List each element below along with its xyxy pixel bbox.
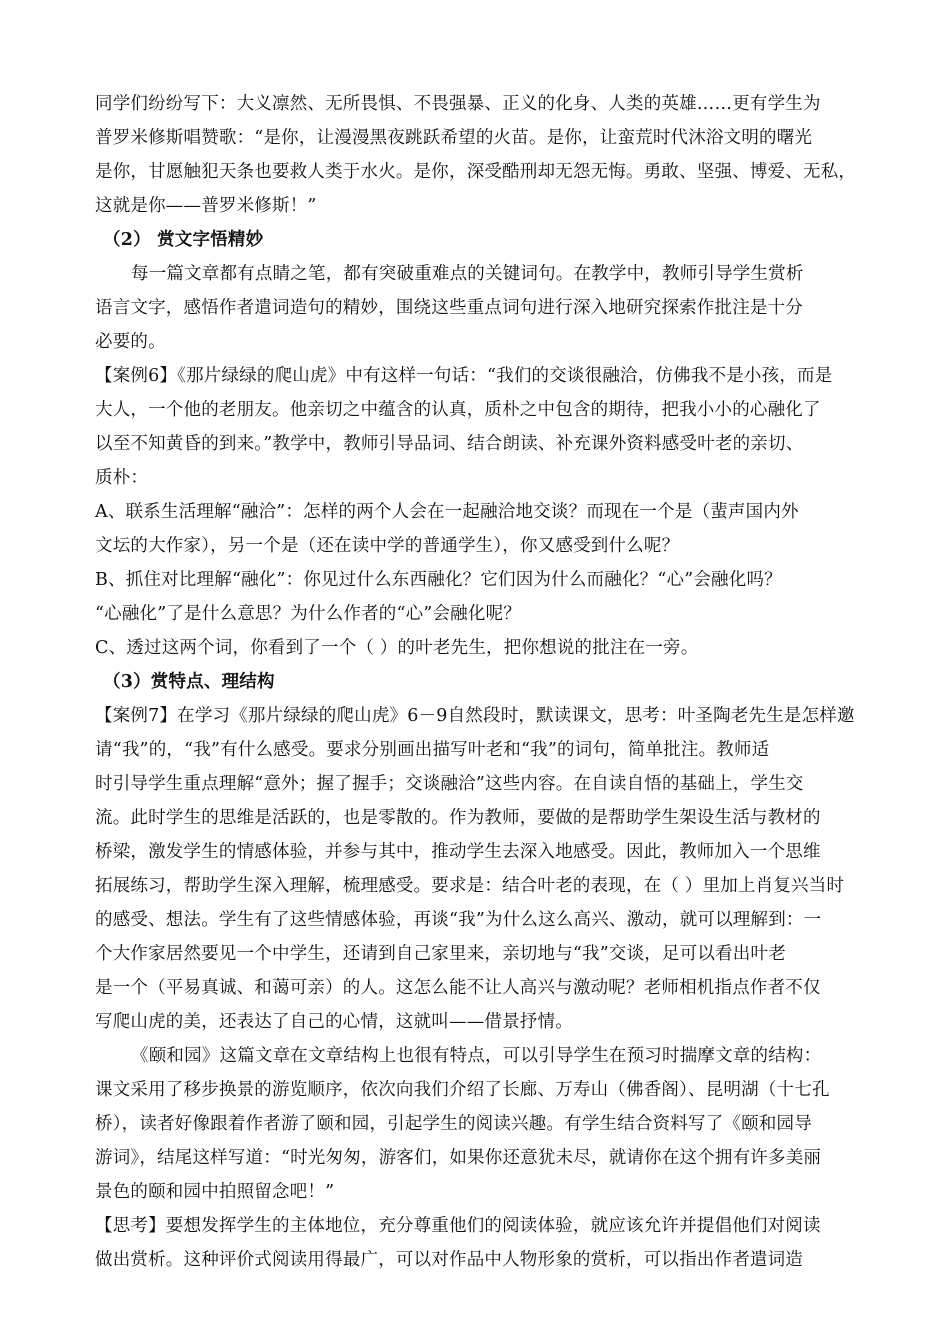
text-line: 【思考】要想发挥学生的主体地位，充分尊重他们的阅读体验，就应该允许并提倡他们对阅读 (95, 1216, 821, 1236)
text-line: 是你，甘愿触犯天条也要救人类于水火。是你，深受酷刑却无怨无悔。勇敢、坚强、博爱、无私， (95, 162, 857, 182)
text-line: 是一个（平易真诚、和蔼可亲）的人。这怎么能不让人高兴与激动呢？老师相机指点作者不仅 (95, 978, 821, 998)
text-line: 课文采用了移步换景的游览顺序，依次向我们介绍了长廊、万寿山（佛香阁）、昆明湖（十七孔 (95, 1080, 830, 1100)
text-line: 请“我”的，“我”有什么感受。要求分别画出描写叶老和“我”的词句，简单批注。教师适 (95, 740, 770, 760)
text-line: 【案例6】《那片绿绿的爬山虎》中有这样一句话：“我们的交谈很融洽，仿佛我不是小孩，而是 (95, 366, 833, 386)
text-line: 游词》，结尾这样写道：“时光匆匆，游客们，如果你还意犹未尽，就请你在这个拥有许多美丽 (95, 1148, 822, 1168)
text-line: 质朴： (95, 468, 149, 488)
text-line: 《颐和园》这篇文章在文章结构上也很有特点，可以引导学生在预习时揣摩文章的结构： (131, 1046, 822, 1066)
text-line: 必要的。 (95, 332, 166, 352)
text-line: 普罗米修斯唱赞歌：“是你，让漫漫黑夜跳跃希望的火苗。是你，让蛮荒时代沐浴文明的曙光 (95, 128, 813, 148)
text-line: 时引导学生重点理解“意外；握了握手；交谈融洽”这些内容。在自读自悟的基础上，学生交 (95, 774, 804, 794)
text-line: 流。此时学生的思维是活跃的，也是零散的。作为教师，要做的是帮助学生架设生活与教材的 (95, 808, 821, 828)
text-line: 个大作家居然要见一个中学生，还请到自己家里来，亲切地与“我”交谈，足可以看出叶老 (95, 944, 786, 964)
text-line: 大人，一个他的老朋友。他亲切之中蕴含的认真，质朴之中包含的期待，把我小小的心融化了 (95, 400, 821, 420)
section-heading: （2） 赏文字悟精妙 (103, 230, 264, 250)
text-line: 的感受、想法。学生有了这些情感体验，再谈“我”为什么这么高兴、激动，就可以理解到：一 (95, 910, 822, 930)
text-line: “心融化”了是什么意思？为什么作者的“心”会融化呢？ (95, 604, 521, 624)
text-line: 语言文字，感悟作者遣词造句的精妙，围绕这些重点词句进行深入地研究探索作批注是十分 (95, 298, 803, 318)
text-line: 【案例7】在学习《那片绿绿的爬山虎》6－9自然段时，默读课文，思考：叶圣陶老先生是怎样邀 (95, 706, 855, 726)
text-line: 以至不知黄昏的到来。”教学中，教师引导品词、结合朗读、补充课外资料感受叶老的亲切、 (95, 434, 804, 454)
text-line: 桥梁，激发学生的情感体验，并参与其中，推动学生去深入地感受。因此，教师加入一个思维 (95, 842, 821, 862)
text-line: 写爬山虎的美，还表达了自己的心情，这就叫——借景抒情。 (95, 1012, 573, 1032)
text-line: 这就是你——普罗米修斯！” (95, 196, 317, 216)
text-line: C、透过这两个词，你看到了一个（ ）的叶老先生，把你想说的批注在一旁。 (95, 638, 699, 658)
text-line: 做出赏析。这种评价式阅读用得最广，可以对作品中人物形象的赏析，可以指出作者遣词造 (95, 1250, 803, 1270)
text-line: B、抓住对比理解“融化”：你见过什么东西融化？它们因为什么而融化？“心”会融化吗？ (95, 570, 782, 590)
text-line: A、联系生活理解“融洽”：怎样的两个人会在一起融洽地交谈？而现在一个是（蜚声国内外 (95, 502, 799, 522)
text-line: 每一篇文章都有点睛之笔，都有突破重难点的关键词句。在教学中，教师引导学生赏析 (131, 264, 804, 284)
text-line: 桥），读者好像跟着作者游了颐和园，引起学生的阅读兴趣。有学生结合资料写了《颐和园导 (95, 1114, 812, 1134)
text-line: 同学们纷纷写下：大义凛然、无所畏惧、不畏强暴、正义的化身、人类的英雄……更有学生为 (95, 94, 821, 114)
text-line: 景色的颐和园中拍照留念吧！” (95, 1182, 335, 1202)
text-line: 拓展练习，帮助学生深入理解，梳理感受。要求是：结合叶老的表现，在（ ）里加上肖复兴当时 (95, 876, 845, 896)
text-line: 文坛的大作家），另一个是（还在读中学的普通学生），你又感受到什么呢？ (95, 536, 680, 556)
section-heading: （3）赏特点、理结构 (103, 672, 275, 692)
